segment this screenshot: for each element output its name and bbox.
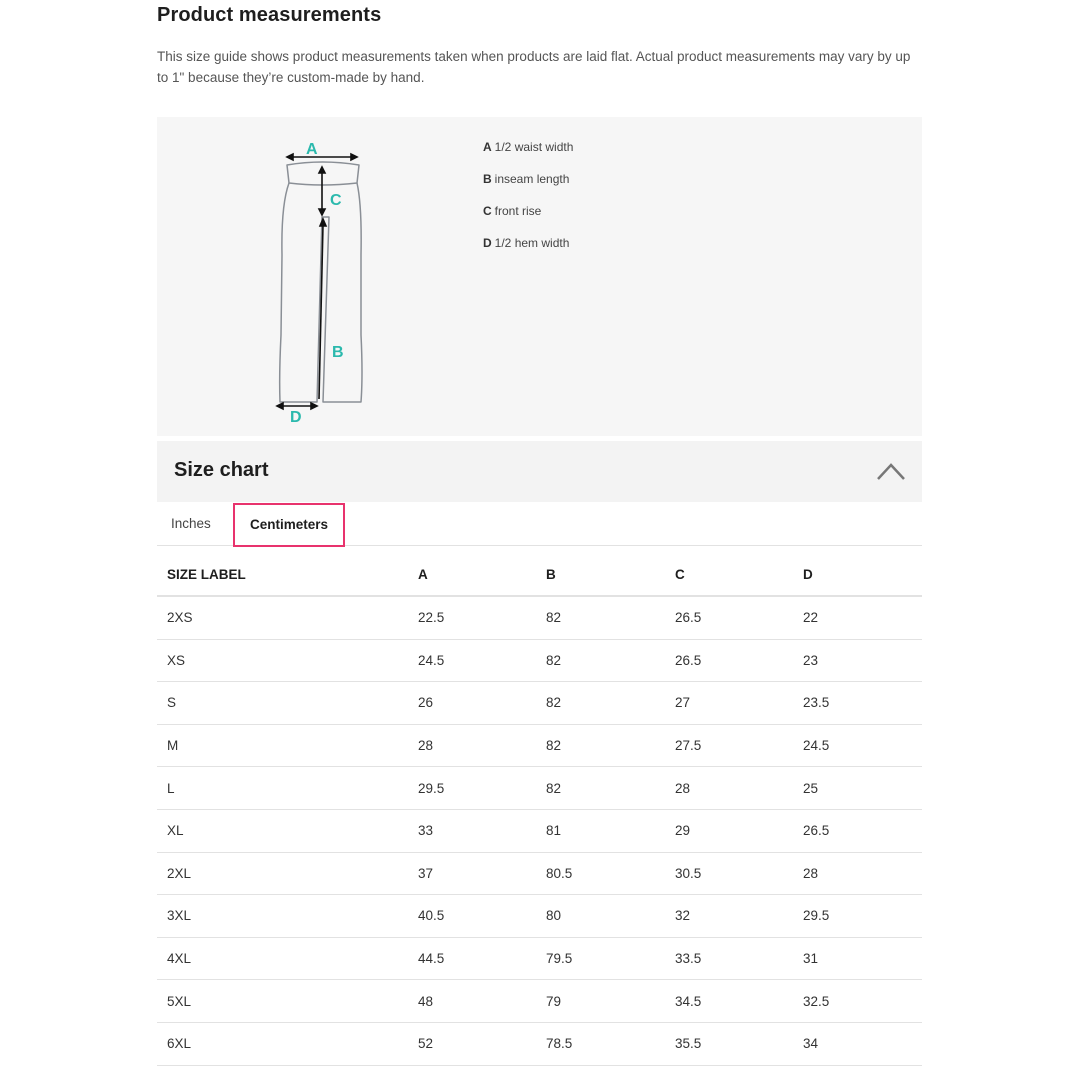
table-row <box>157 639 922 682</box>
cell: 33.5 <box>665 937 793 980</box>
cell: 23 <box>793 639 922 682</box>
cell: 80.5 <box>536 852 665 895</box>
cell: 32.5 <box>793 980 922 1023</box>
cell: XS <box>157 639 408 682</box>
cell: S <box>157 682 408 725</box>
label-c: C <box>330 192 342 209</box>
cell: 28 <box>793 852 922 895</box>
table-row <box>157 852 922 895</box>
cell: L <box>157 767 408 810</box>
cell: 27.5 <box>665 724 793 767</box>
cell: 2XS <box>157 596 408 639</box>
pants-diagram-icon <box>267 135 377 425</box>
cell: 24.5 <box>408 639 536 682</box>
legend-item-b: B inseam length <box>483 172 570 186</box>
cell: 4XL <box>157 937 408 980</box>
chevron-up-icon[interactable] <box>876 459 906 483</box>
cell: 31 <box>793 937 922 980</box>
table-row <box>157 596 922 639</box>
legend-item-d: D 1/2 hem width <box>483 236 570 250</box>
size-chart-header[interactable] <box>157 441 922 502</box>
cell: 29.5 <box>793 895 922 938</box>
cell: 80 <box>536 895 665 938</box>
tab-centimeters[interactable]: Centimeters <box>233 503 345 547</box>
cell: 79 <box>536 980 665 1023</box>
measurement-diagram <box>157 117 922 436</box>
cell: 22 <box>793 596 922 639</box>
cell: 2XL <box>157 852 408 895</box>
cell: 26.5 <box>665 639 793 682</box>
cell: 25 <box>793 767 922 810</box>
cell: 26.5 <box>665 596 793 639</box>
cell: 6XL <box>157 1022 408 1065</box>
cell: 34 <box>793 1022 922 1065</box>
table-row <box>157 809 922 852</box>
legend-item-a: A 1/2 waist width <box>483 140 574 154</box>
header-c: C <box>665 553 793 596</box>
cell: 32 <box>665 895 793 938</box>
page-description: This size guide shows product measurements taken when products are laid flat. Actual product measurements may vary by up to 1" because they’re custom-made by hand. <box>157 49 911 85</box>
cell: XL <box>157 809 408 852</box>
cell: 81 <box>536 809 665 852</box>
cell: 5XL <box>157 980 408 1023</box>
cell: 26.5 <box>793 809 922 852</box>
cell: 27 <box>665 682 793 725</box>
cell: 30.5 <box>665 852 793 895</box>
cell: 23.5 <box>793 682 922 725</box>
label-d: D <box>290 409 302 425</box>
size-chart-title: Size chart <box>174 459 269 481</box>
cell: 3XL <box>157 895 408 938</box>
cell: 26 <box>408 682 536 725</box>
header-a: A <box>408 553 536 596</box>
cell: 44.5 <box>408 937 536 980</box>
table-row <box>157 895 922 938</box>
cell: 78.5 <box>536 1022 665 1065</box>
cell: 79.5 <box>536 937 665 980</box>
cell: 82 <box>536 767 665 810</box>
cell: 33 <box>408 809 536 852</box>
header-size-label: SIZE LABEL <box>157 553 408 596</box>
tab-inches[interactable]: Inches <box>171 516 211 531</box>
cell: 40.5 <box>408 895 536 938</box>
header-b: B <box>536 553 665 596</box>
cell: 52 <box>408 1022 536 1065</box>
cell: 82 <box>536 596 665 639</box>
cell: 29.5 <box>408 767 536 810</box>
cell: M <box>157 724 408 767</box>
table-row <box>157 937 922 980</box>
cell: 48 <box>408 980 536 1023</box>
size-table <box>157 553 922 1066</box>
table-row <box>157 767 922 810</box>
table-row <box>157 724 922 767</box>
label-b: B <box>332 344 344 361</box>
cell: 82 <box>536 682 665 725</box>
header-d: D <box>793 553 922 596</box>
cell: 28 <box>408 724 536 767</box>
cell: 29 <box>665 809 793 852</box>
cell: 82 <box>536 639 665 682</box>
cell: 28 <box>665 767 793 810</box>
page-title: Product measurements <box>157 4 382 26</box>
table-row <box>157 980 922 1023</box>
table-row <box>157 1022 922 1065</box>
table-row <box>157 682 922 725</box>
cell: 22.5 <box>408 596 536 639</box>
cell: 34.5 <box>665 980 793 1023</box>
label-a: A <box>306 141 318 158</box>
cell: 24.5 <box>793 724 922 767</box>
cell: 82 <box>536 724 665 767</box>
cell: 37 <box>408 852 536 895</box>
unit-tabs <box>157 503 922 546</box>
table-header-row <box>157 553 922 596</box>
cell: 35.5 <box>665 1022 793 1065</box>
legend-item-c: C front rise <box>483 204 542 218</box>
measurement-legend <box>483 139 573 267</box>
